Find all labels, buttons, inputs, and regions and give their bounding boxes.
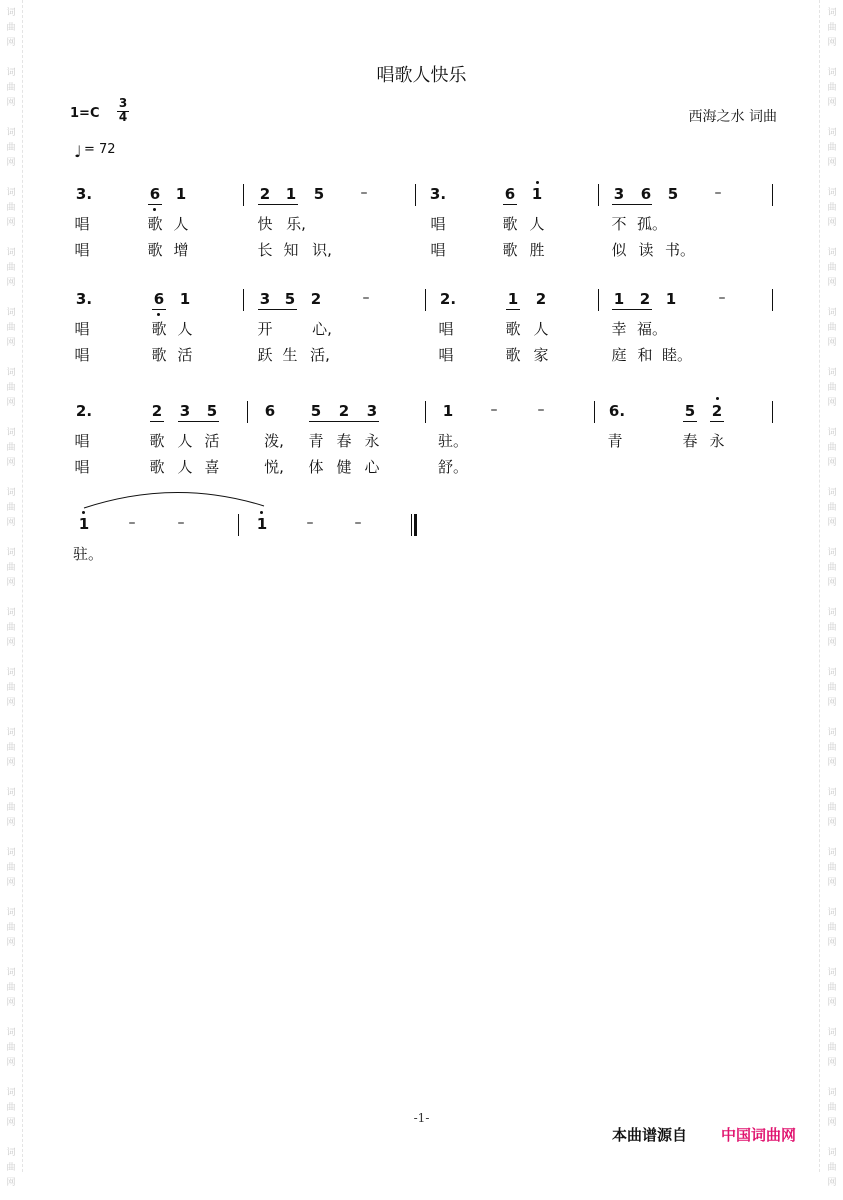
lyric-verse-2: 歌 xyxy=(505,346,521,364)
watermark-char: 曲 xyxy=(827,383,837,393)
lyric-verse-1: 青 xyxy=(607,432,623,450)
watermark-char: 网 xyxy=(827,1058,837,1068)
lyric-verse-2: 体 xyxy=(308,458,324,476)
lyric-verse-1: 幸 xyxy=(611,320,627,338)
watermark-char: 网 xyxy=(6,218,16,228)
watermark-char: 网 xyxy=(6,1118,16,1128)
watermark-char: 曲 xyxy=(827,743,837,753)
left-border-line xyxy=(22,0,23,1172)
lyric-verse-1: 唱 xyxy=(74,320,90,338)
note: 6 xyxy=(264,402,276,420)
bar-line xyxy=(243,289,244,311)
lyric-verse-2: 睦。 xyxy=(661,346,693,364)
watermark-char: 网 xyxy=(827,38,837,48)
note: 5 xyxy=(284,290,296,308)
watermark-char: 网 xyxy=(827,1118,837,1128)
note: 1 xyxy=(179,290,191,308)
watermark-char: 词 xyxy=(827,1028,837,1038)
bar-line xyxy=(415,184,416,206)
watermark-char: 网 xyxy=(827,218,837,228)
extension-dash: – xyxy=(177,515,185,531)
eighth-underline xyxy=(683,421,697,422)
watermark-char: 词 xyxy=(6,908,16,918)
song-title: 唱歌人快乐 xyxy=(376,65,467,86)
lyric-verse-1: 乐, xyxy=(286,215,306,233)
watermark-char: 词 xyxy=(6,1028,16,1038)
high-octave-dot xyxy=(536,181,539,184)
eighth-underline xyxy=(258,309,297,310)
watermark-char: 词 xyxy=(827,1088,837,1098)
watermark-char: 网 xyxy=(827,518,837,528)
watermark-char: 词 xyxy=(827,128,837,138)
time-signature-bottom: 4 xyxy=(118,110,128,124)
watermark-char: 词 xyxy=(6,248,16,258)
watermark-char: 网 xyxy=(827,578,837,588)
watermark-char: 曲 xyxy=(827,563,837,573)
watermark-char: 网 xyxy=(827,338,837,348)
watermark-char: 网 xyxy=(6,398,16,408)
bar-line xyxy=(772,289,773,311)
note: 6 xyxy=(149,185,161,203)
watermark-char: 网 xyxy=(6,98,16,108)
watermark-char: 网 xyxy=(6,518,16,528)
watermark-char: 词 xyxy=(827,428,837,438)
lyric-verse-1: 春 xyxy=(682,432,698,450)
lyric-verse-2: 和 xyxy=(637,346,653,364)
note: 3. xyxy=(75,185,93,203)
watermark-char: 词 xyxy=(6,1088,16,1098)
lyric-verse-1: 人 xyxy=(177,320,193,338)
note: 5 xyxy=(667,185,679,203)
lyric-verse-2: 舒。 xyxy=(437,458,469,476)
watermark-char: 网 xyxy=(827,638,837,648)
watermark-char: 曲 xyxy=(6,1043,16,1053)
note: 3 xyxy=(613,185,625,203)
watermark-char: 网 xyxy=(827,878,837,888)
watermark-char: 网 xyxy=(6,338,16,348)
watermark-char: 词 xyxy=(6,188,16,198)
watermark-char: 网 xyxy=(6,998,16,1008)
watermark-char: 曲 xyxy=(827,623,837,633)
extension-dash: – xyxy=(360,185,368,201)
note: 1 xyxy=(507,290,519,308)
note: 2 xyxy=(259,185,271,203)
watermark-char: 网 xyxy=(6,638,16,648)
watermark-char: 网 xyxy=(6,698,16,708)
lyric-verse-1: 唱 xyxy=(74,215,90,233)
note: 1 xyxy=(531,185,543,203)
watermark-char: 曲 xyxy=(6,83,16,93)
lyric-verse-1: 青 xyxy=(308,432,324,450)
watermark-char: 词 xyxy=(827,848,837,858)
lyric-verse-2: 唱 xyxy=(74,346,90,364)
note: 5 xyxy=(206,402,218,420)
watermark-char: 曲 xyxy=(6,803,16,813)
bar-line xyxy=(772,401,773,423)
watermark-char: 曲 xyxy=(6,863,16,873)
watermark-char: 网 xyxy=(6,878,16,888)
lyric-verse-2: 生 xyxy=(282,346,298,364)
extension-dash: – xyxy=(128,515,136,531)
key-signature: 1=C xyxy=(70,106,100,121)
watermark-char: 网 xyxy=(827,278,837,288)
bar-line xyxy=(238,514,239,536)
watermark-char: 词 xyxy=(827,188,837,198)
quarter-note-icon: ♩ xyxy=(74,142,82,161)
note: 1 xyxy=(78,515,90,533)
eighth-underline xyxy=(612,204,652,205)
note: 2 xyxy=(639,290,651,308)
watermark-char: 词 xyxy=(6,308,16,318)
lyric-verse-2: 人 xyxy=(177,458,193,476)
note: 1 xyxy=(175,185,187,203)
note: 1 xyxy=(613,290,625,308)
watermark-char: 词 xyxy=(827,668,837,678)
bar-line xyxy=(598,184,599,206)
extension-dash: – xyxy=(718,290,726,306)
watermark-char: 曲 xyxy=(6,563,16,573)
note: 1 xyxy=(256,515,268,533)
watermark-char: 曲 xyxy=(827,863,837,873)
lyric-verse-1: 永 xyxy=(709,432,725,450)
note: 5 xyxy=(684,402,696,420)
watermark-char: 曲 xyxy=(6,323,16,333)
watermark-char: 词 xyxy=(827,908,837,918)
extension-dash: – xyxy=(354,515,362,531)
watermark-char: 词 xyxy=(827,368,837,378)
watermark-char: 词 xyxy=(827,248,837,258)
lyric-verse-2: 读 xyxy=(638,241,654,259)
watermark-char: 网 xyxy=(827,998,837,1008)
eighth-underline xyxy=(152,309,166,310)
note: 5 xyxy=(310,402,322,420)
watermark-char: 词 xyxy=(827,308,837,318)
watermark-char: 网 xyxy=(6,758,16,768)
lyric-verse-2: 识, xyxy=(312,241,332,259)
watermark-char: 曲 xyxy=(827,803,837,813)
watermark-char: 网 xyxy=(6,938,16,948)
note: 2 xyxy=(151,402,163,420)
bar-line xyxy=(247,401,248,423)
watermark-char: 词 xyxy=(827,8,837,18)
lyric-verse-2: 唱 xyxy=(430,241,446,259)
watermark-char: 网 xyxy=(827,818,837,828)
watermark-char: 曲 xyxy=(827,683,837,693)
lyric-verse-2: 唱 xyxy=(74,241,90,259)
watermark-char: 词 xyxy=(6,368,16,378)
tempo-marking: = 72 xyxy=(84,142,116,157)
lyric-verse-1: 唱 xyxy=(438,320,454,338)
lyric-verse-1: 泼, xyxy=(264,432,284,450)
lyric-verse-2: 书。 xyxy=(664,241,696,259)
watermark-char: 曲 xyxy=(6,263,16,273)
bar-line xyxy=(243,184,244,206)
eighth-underline xyxy=(503,204,517,205)
lyric-verse-1: 唱 xyxy=(430,215,446,233)
watermark-char: 曲 xyxy=(827,83,837,93)
watermark-char: 网 xyxy=(827,158,837,168)
watermark-char: 曲 xyxy=(6,623,16,633)
watermark-char: 词 xyxy=(6,668,16,678)
watermark-char: 词 xyxy=(6,1148,16,1158)
bar-line xyxy=(598,289,599,311)
watermark-char: 词 xyxy=(827,68,837,78)
lyric-verse-2: 歌 xyxy=(151,346,167,364)
extension-dash: – xyxy=(537,402,545,418)
lyric-verse-2: 唱 xyxy=(74,458,90,476)
watermark-char: 词 xyxy=(6,68,16,78)
watermark-char: 曲 xyxy=(6,983,16,993)
watermark-char: 曲 xyxy=(827,1163,837,1173)
extension-dash: – xyxy=(306,515,314,531)
watermark-char: 网 xyxy=(827,398,837,408)
lyric-verse-1: 歌 xyxy=(149,432,165,450)
tie-slur xyxy=(80,486,270,512)
lyric-verse-1: 春 xyxy=(336,432,352,450)
watermark-char: 曲 xyxy=(6,203,16,213)
bar-line xyxy=(772,184,773,206)
watermark-char: 词 xyxy=(827,1148,837,1158)
left-watermark-column xyxy=(3,0,19,1200)
high-octave-dot xyxy=(716,397,719,400)
lyric-verse-1: 歌 xyxy=(502,215,518,233)
lyric-verse-2: 心 xyxy=(364,458,380,476)
eighth-underline xyxy=(150,421,164,422)
note: 3 xyxy=(259,290,271,308)
watermark-char: 词 xyxy=(6,428,16,438)
lyric-verse-1: 永 xyxy=(364,432,380,450)
watermark-char: 曲 xyxy=(6,503,16,513)
watermark-char: 曲 xyxy=(827,23,837,33)
watermark-char: 曲 xyxy=(827,323,837,333)
watermark-char: 曲 xyxy=(827,263,837,273)
note: 2. xyxy=(439,290,457,308)
watermark-char: 网 xyxy=(827,458,837,468)
lyric-verse-2: 庭 xyxy=(611,346,627,364)
watermark-char: 网 xyxy=(6,1178,16,1188)
author-credit: 西海之水 词曲 xyxy=(688,109,777,125)
note: 2. xyxy=(75,402,93,420)
lyric-verse-1: 驻。 xyxy=(437,432,469,450)
watermark-char: 曲 xyxy=(827,983,837,993)
watermark-char: 曲 xyxy=(827,443,837,453)
watermark-char: 曲 xyxy=(827,923,837,933)
watermark-char: 曲 xyxy=(6,1103,16,1113)
lyric-verse-2: 唱 xyxy=(438,346,454,364)
watermark-char: 词 xyxy=(6,128,16,138)
extension-dash: – xyxy=(490,402,498,418)
watermark-char: 曲 xyxy=(6,443,16,453)
note: 1 xyxy=(442,402,454,420)
low-octave-dot xyxy=(157,313,160,316)
lyric-verse-2: 长 xyxy=(257,241,273,259)
watermark-char: 词 xyxy=(827,608,837,618)
lyric-verse-1: 福。 xyxy=(636,320,668,338)
lyric-verse-1: 快 xyxy=(257,215,273,233)
lyric-verse-2: 知 xyxy=(283,241,299,259)
lyric-verse-2: 歌 xyxy=(149,458,165,476)
lyric-verse-2: 悦, xyxy=(264,458,284,476)
bar-line xyxy=(425,401,426,423)
note: 2 xyxy=(535,290,547,308)
lyric-verse-2: 跃 xyxy=(257,346,273,364)
watermark-char: 曲 xyxy=(6,383,16,393)
watermark-char: 词 xyxy=(6,488,16,498)
eighth-underline xyxy=(612,309,652,310)
extension-dash: – xyxy=(362,290,370,306)
lyric-verse-1: 不 xyxy=(611,215,627,233)
lyric-verse-1: 歌 xyxy=(151,320,167,338)
watermark-char: 词 xyxy=(827,968,837,978)
lyric-verse-2: 增 xyxy=(173,241,189,259)
watermark-char: 词 xyxy=(827,788,837,798)
time-signature xyxy=(116,96,130,124)
watermark-char: 词 xyxy=(6,968,16,978)
low-octave-dot xyxy=(153,208,156,211)
watermark-char: 词 xyxy=(6,548,16,558)
lyric-verse-2: 喜 xyxy=(204,458,220,476)
page-number: -1- xyxy=(413,1111,430,1125)
right-border-line xyxy=(819,0,820,1172)
lyric-verse-1: 人 xyxy=(529,215,545,233)
extension-dash: – xyxy=(714,185,722,201)
eighth-underline xyxy=(258,204,298,205)
watermark-char: 网 xyxy=(827,98,837,108)
lyric-verse-1: 心, xyxy=(312,320,332,338)
note: 3 xyxy=(179,402,191,420)
watermark-char: 网 xyxy=(6,458,16,468)
watermark-char: 曲 xyxy=(827,1043,837,1053)
bar-line xyxy=(594,401,595,423)
watermark-char: 曲 xyxy=(827,503,837,513)
source-label: 本曲谱源自 xyxy=(612,1126,688,1144)
lyric-verse-2: 胜 xyxy=(529,241,545,259)
note: 3. xyxy=(75,290,93,308)
watermark-char: 曲 xyxy=(827,1103,837,1113)
watermark-char: 词 xyxy=(6,8,16,18)
lyric-verse-2: 健 xyxy=(336,458,352,476)
lyric-verse-1: 歌 xyxy=(505,320,521,338)
final-bar-thin xyxy=(411,514,412,536)
watermark-char: 网 xyxy=(6,818,16,828)
watermark-char: 曲 xyxy=(6,1163,16,1173)
watermark-char: 网 xyxy=(827,758,837,768)
watermark-char: 曲 xyxy=(6,683,16,693)
watermark-char: 词 xyxy=(827,548,837,558)
source-site-link[interactable]: 中国词曲网 xyxy=(721,1126,797,1144)
lyric-verse-1: 歌 xyxy=(147,215,163,233)
watermark-char: 词 xyxy=(827,728,837,738)
lyric-verse-2: 似 xyxy=(611,241,627,259)
right-watermark-column xyxy=(824,0,840,1200)
final-bar-thick xyxy=(414,514,417,536)
lyric-verse-2: 歌 xyxy=(147,241,163,259)
lyric-verse-2: 活 xyxy=(177,346,193,364)
watermark-char: 网 xyxy=(6,278,16,288)
watermark-char: 网 xyxy=(827,698,837,708)
note: 3. xyxy=(429,185,447,203)
lyric-verse-1: 驻。 xyxy=(72,545,104,563)
lyric-verse-1: 孤。 xyxy=(636,215,668,233)
note: 5 xyxy=(313,185,325,203)
note: 1 xyxy=(665,290,677,308)
lyric-verse-1: 人 xyxy=(173,215,189,233)
watermark-char: 网 xyxy=(827,1178,837,1188)
note: 1 xyxy=(285,185,297,203)
lyric-verse-1: 唱 xyxy=(74,432,90,450)
time-signature-line xyxy=(117,111,129,112)
watermark-char: 网 xyxy=(6,1058,16,1068)
watermark-char: 词 xyxy=(6,728,16,738)
lyric-verse-2: 家 xyxy=(533,346,549,364)
note: 6 xyxy=(504,185,516,203)
lyric-verse-1: 活 xyxy=(204,432,220,450)
eighth-underline xyxy=(309,421,379,422)
lyric-verse-2: 活, xyxy=(310,346,330,364)
watermark-char: 曲 xyxy=(6,143,16,153)
note: 2 xyxy=(310,290,322,308)
lyric-verse-1: 人 xyxy=(533,320,549,338)
lyric-verse-1: 人 xyxy=(177,432,193,450)
watermark-char: 网 xyxy=(6,578,16,588)
watermark-char: 词 xyxy=(6,608,16,618)
watermark-char: 曲 xyxy=(827,143,837,153)
lyric-verse-1: 开 xyxy=(257,320,273,338)
lyric-verse-2: 歌 xyxy=(502,241,518,259)
eighth-underline xyxy=(178,421,219,422)
note: 6 xyxy=(640,185,652,203)
eighth-underline xyxy=(506,309,520,310)
watermark-char: 网 xyxy=(6,158,16,168)
watermark-char: 词 xyxy=(827,488,837,498)
watermark-char: 曲 xyxy=(827,203,837,213)
watermark-char: 词 xyxy=(6,788,16,798)
watermark-char: 词 xyxy=(6,848,16,858)
note: 6. xyxy=(608,402,626,420)
watermark-char: 曲 xyxy=(6,23,16,33)
note: 6 xyxy=(153,290,165,308)
time-signature-top: 3 xyxy=(118,96,128,110)
eighth-underline xyxy=(148,204,162,205)
watermark-char: 网 xyxy=(827,938,837,948)
note: 2 xyxy=(711,402,723,420)
bar-line xyxy=(425,289,426,311)
note: 3 xyxy=(366,402,378,420)
note: 2 xyxy=(338,402,350,420)
eighth-underline xyxy=(710,421,724,422)
watermark-char: 网 xyxy=(6,38,16,48)
watermark-char: 曲 xyxy=(6,743,16,753)
watermark-char: 曲 xyxy=(6,923,16,933)
